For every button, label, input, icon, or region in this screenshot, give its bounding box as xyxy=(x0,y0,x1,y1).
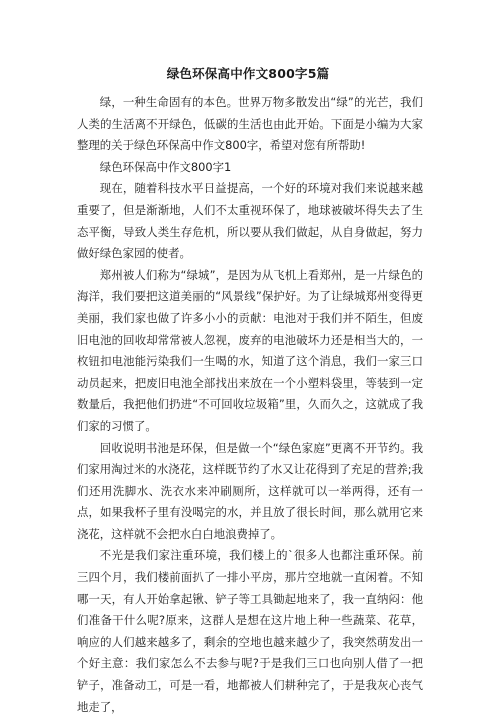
document-body xyxy=(77,92,423,718)
paragraph-intro: 绿，一种生命固有的本色。世界万物多散发出“绿”的光芒，我们人类的生活离不开绿色，低碳的生活也由此开始。下面是小编为大家整理的关于绿色环保高中作文800字，希望对您有所帮助! xyxy=(77,95,423,153)
paragraph: 郑州被人们称为“绿城”，是因为从飞机上看郑州，是一片绿色的海洋，我们要把这道美丽的“风景线”保护好。为了让绿城郑州变得更美丽，我们家也做了许多小小的贡献：电池对于我们并不陌生，但废旧电池的回收却常常被人忽视，废弃的电池破坏力还是相当大的，一枚钮扣电池能污染我们一生喝的水，知道了这个消息，我们一家三口动员起来，把废旧电池全部找出来放在一个小塑料袋里，等装到一定数量后，我把他们扔进“不可回收垃圾箱”里，久而久之，这就成了我们家的习惯了。 xyxy=(77,267,423,433)
paragraph: 回收说明书池是环保，但是做一个“绿色家庭”更离不开节约。我们家用淘过米的水浇花，这样既节约了水又让花得到了充足的营养;我们还用洗脚水、洗衣水来冲刷厕所，这样就可以一举两得，还有一点，如果我杯子里有没喝完的水，并且放了很长时间，那么就用它来浇花，这样就不会把水白白地浪费掉了。 xyxy=(77,440,423,541)
document-title: 绿色环保高中作文800字5篇 xyxy=(166,66,330,81)
paragraph: 现在，随着科技水平日益提高，一个好的环境对我们来说越来越重要了，但是渐渐地，人们不太重视环保了，地球被破坏得失去了生态平衡，导致人类生存危机，所以要从我们做起，从自身做起，努力做好绿色家园的使者。 xyxy=(77,181,423,261)
paragraph: 不光是我们家注重环境，我们楼上的`很多人也都注重环保。前三四个月，我们楼前面扒了一排小平房，那片空地就一直闲着。不知哪一天，有人开始拿起锹、铲子等工具锄起地来了，我一直纳闷：他们准备干什么呢?原来，这群人是想在这片地上种一些蔬菜、花草，响应的人们越来越多了，剩余的空地也越来越少了，我突然萌发出一个好主意：我们家怎么不去参与呢?于是我们三口也向别人借了一把铲子，准备动工，可是一看，地都被人们耕种完了，于是我灰心丧气地走了， xyxy=(77,548,423,714)
section-heading-1: 绿色环保高中作文800字1 xyxy=(99,159,232,174)
